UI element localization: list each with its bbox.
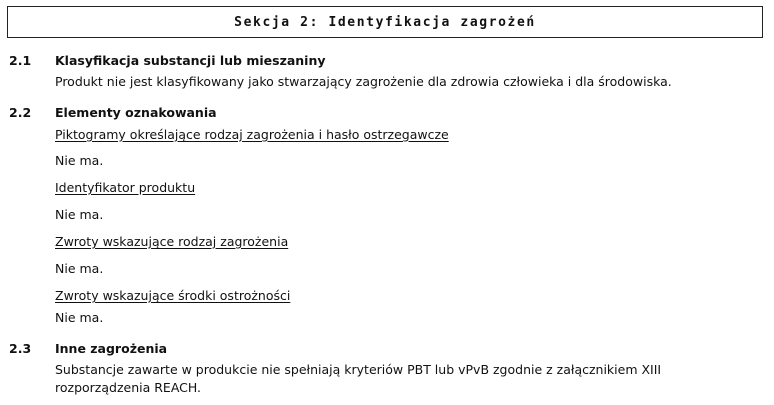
- section-2-1-title: Klasyfikacja substancji lub mieszaniny: [55, 53, 326, 68]
- section-title: Sekcja 2: Identyfikacja zagrożeń: [7, 6, 763, 38]
- section-2-3-text: Substancje zawarte w produkcie nie spełniają kryteriów PBT lub vPvB zgodnie z załącznikiem XIII rozporządzenia REACH.: [55, 362, 662, 395]
- section-2-2-number: 2.2: [9, 105, 32, 120]
- section-2-2-title: Elementy oznakowania: [55, 105, 217, 120]
- value-precautionary-statements: Nie ma.: [55, 310, 104, 325]
- section-2-1-number: 2.1: [9, 53, 32, 68]
- value-hazard-statements: Nie ma.: [55, 261, 104, 276]
- section-2-1-text: Produkt nie jest klasyfikowany jako stwarzający zagrożenie dla zdrowia człowieka i dla środowiska.: [55, 74, 672, 89]
- section-2-3-number: 2.3: [9, 341, 32, 356]
- section-2-3-title: Inne zagrożenia: [55, 341, 168, 356]
- label-hazard-statements: Zwroty wskazujące rodzaj zagrożenia: [55, 234, 289, 249]
- label-product-identifier: Identyfikator produktu: [55, 180, 196, 195]
- label-pictograms: Piktogramy określające rodzaj zagrożenia i hasło ostrzegawcze: [55, 127, 449, 142]
- value-product-identifier: Nie ma.: [55, 207, 104, 222]
- label-precautionary-statements: Zwroty wskazujące środki ostrożności: [55, 288, 291, 303]
- value-pictograms: Nie ma.: [55, 153, 104, 168]
